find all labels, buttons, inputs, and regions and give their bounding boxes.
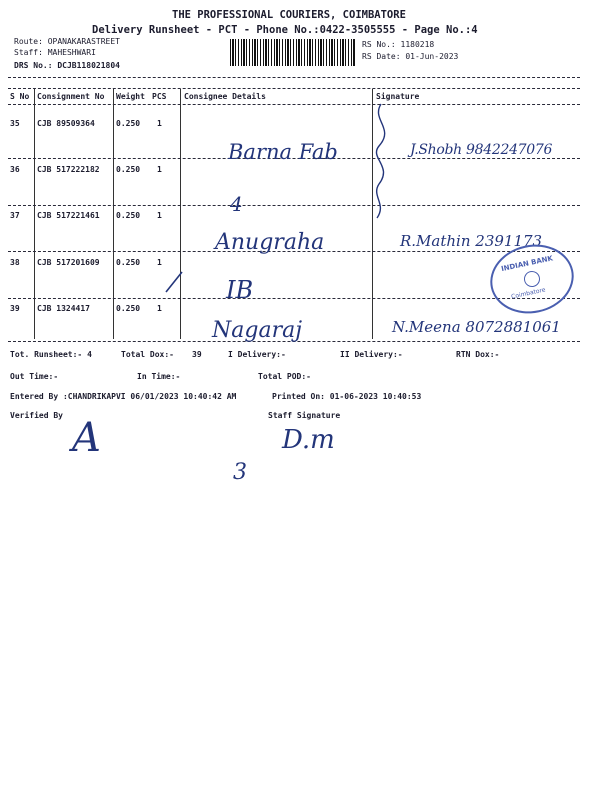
staff-label: Staff: MAHESHWARI	[14, 48, 96, 57]
rs-date: RS Date: 01-Jun-2023	[362, 52, 459, 61]
row-sno: 39	[10, 304, 20, 313]
row-pcs: 1	[157, 211, 162, 220]
handwritten-consignee-4: IB	[226, 276, 254, 304]
company-title: THE PROFESSIONAL COURIERS, COIMBATORE	[172, 9, 406, 21]
rtn-dox: RTN Dox:-	[456, 350, 500, 359]
handwritten-signature-3: R.Mathin 2391173	[400, 232, 543, 250]
row-consignment: CJB 1324417	[37, 304, 90, 313]
i-delivery: I Delivery:-	[228, 350, 286, 359]
row-sno: 37	[10, 211, 20, 220]
staff-signature-label: Staff Signature	[268, 411, 341, 420]
col-header-signature: Signature	[376, 92, 420, 101]
ii-delivery: II Delivery:-	[340, 350, 403, 359]
row-weight: 0.250	[116, 119, 141, 128]
col-sep-2	[113, 89, 114, 339]
row-weight: 0.250	[116, 211, 141, 220]
row-consignment: CJB 517222182	[37, 165, 100, 174]
col-sep-1	[34, 89, 35, 339]
handwritten-signature-1: J.Shobh 9842247076	[410, 142, 553, 158]
row-pcs: 1	[157, 165, 162, 174]
handwritten-consignee-1: Barna Fab	[228, 140, 338, 164]
row-weight: 0.250	[116, 304, 141, 313]
rule-top	[8, 77, 580, 78]
printed-on: Printed On: 01-06-2023 10:40:53	[272, 392, 422, 401]
total-dox-label: Total Dox:-	[121, 350, 174, 359]
total-dox-value: 39	[192, 350, 202, 359]
runsheet-subtitle: Delivery Runsheet - PCT - Phone No.:0422-3505555 - Page No.:4	[92, 24, 478, 36]
total-pod: Total POD:-	[258, 372, 311, 381]
col-header-sno: S No	[10, 92, 30, 101]
row-consignment: CJB 517201609	[37, 258, 100, 267]
rs-number: RS No.: 1180218	[362, 40, 435, 49]
staff-signature: D.m	[282, 425, 335, 455]
tot-runsheet: Tot. Runsheet:- 4	[10, 350, 92, 359]
row-consignment: CJB 89509364	[37, 119, 95, 128]
col-header-weight: Weight	[116, 92, 145, 101]
signature-flourish	[367, 100, 397, 220]
stamp-line: Coimbatore	[510, 286, 547, 301]
col-header-consignment: Consignment No	[37, 92, 105, 101]
col-header-consignee: Consignee Details	[184, 92, 266, 101]
row-divider	[8, 205, 580, 206]
handwritten-consignee-2: 4	[230, 192, 243, 216]
stamp-emblem	[523, 270, 542, 289]
row-pcs: 1	[157, 258, 162, 267]
col-header-pcs: PCS	[152, 92, 167, 101]
pen-stroke	[160, 268, 190, 298]
row-weight: 0.250	[116, 165, 141, 174]
in-time: In Time:-	[137, 372, 181, 381]
col-sep-3	[180, 89, 181, 339]
entered-by: Entered By :CHANDRIKAPVI 06/01/2023 10:40:42 AM	[10, 392, 237, 401]
row-pcs: 1	[157, 304, 162, 313]
rule-header-bottom	[8, 104, 580, 105]
rule-header-top	[8, 88, 580, 89]
verified-by-label: Verified By	[10, 411, 63, 420]
handwritten-consignee-3: Anugraha	[215, 230, 325, 255]
handwritten-consignee-5: Nagaraj	[212, 318, 303, 343]
page-mark: 3	[233, 460, 247, 485]
row-sno: 36	[10, 165, 20, 174]
route-label: Route: OPANAKARASTREET	[14, 37, 120, 46]
verified-signature: A	[72, 415, 101, 461]
row-weight: 0.250	[116, 258, 141, 267]
row-pcs: 1	[157, 119, 162, 128]
stamp-title: INDIAN BANK	[500, 254, 554, 274]
drs-number: DRS No.: DCJB118021804	[14, 61, 120, 70]
row-divider	[8, 298, 580, 299]
barcode	[230, 39, 355, 66]
row-sno: 38	[10, 258, 20, 267]
row-sno: 35	[10, 119, 20, 128]
row-consignment: CJB 517221461	[37, 211, 100, 220]
out-time: Out Time:-	[10, 372, 59, 381]
handwritten-signature-5: N.Meena 8072881061	[392, 318, 561, 336]
